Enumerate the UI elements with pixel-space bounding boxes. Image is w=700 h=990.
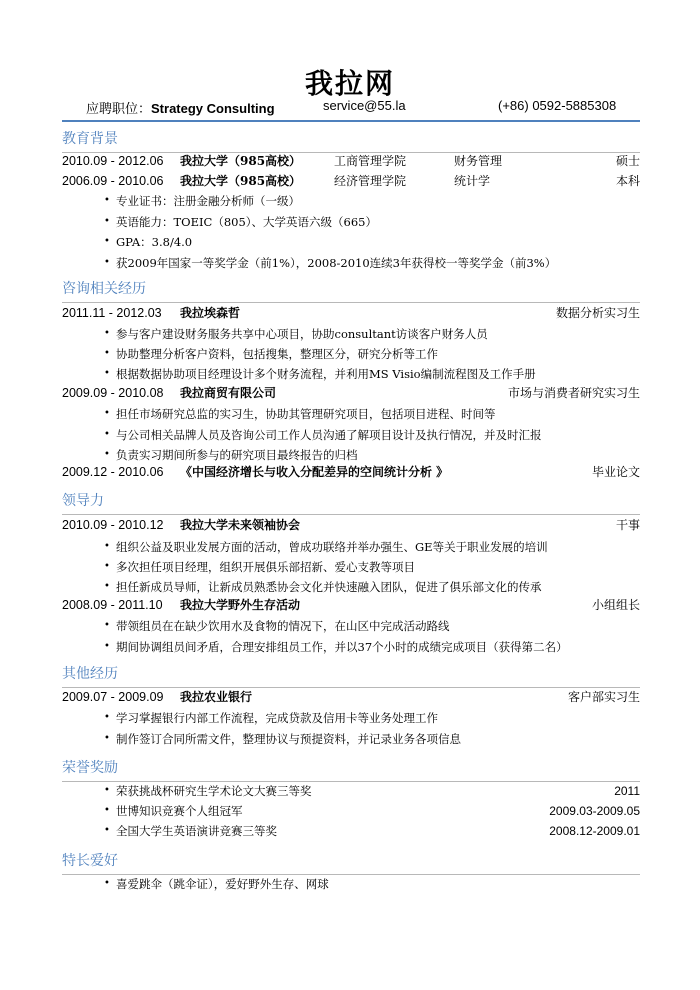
award-date: 2011 [614, 784, 640, 798]
experience-row [62, 462, 640, 482]
date-range: 2008.09 - 2011.10 [62, 598, 163, 612]
bullet-icon: • [104, 408, 110, 419]
award-item [104, 821, 640, 841]
education-row [62, 151, 640, 171]
organization: 我拉农业银行 [180, 690, 253, 704]
section-title: 咨询相关经历 [62, 281, 146, 297]
list-item [104, 232, 640, 252]
section-title: 荣誉奖励 [62, 760, 118, 776]
bullet-icon: • [104, 733, 110, 744]
major: 统计学 [454, 174, 491, 188]
role: 小组组长 [591, 598, 640, 612]
phone: (+86) 0592-5885308 [498, 98, 617, 113]
experience-row [62, 303, 640, 323]
list-item-text: 制作签订合同所需文件，整理协议与预提资料，并记录业务各项信息 [116, 732, 461, 746]
candidate-name: 我拉网 [304, 67, 395, 100]
list-item [104, 729, 640, 749]
role: 数据分析实习生 [555, 306, 640, 320]
degree: 本科 [615, 174, 640, 188]
list-item-text: 带领组员在在缺少饮用水及食物的情况下，在山区中完成活动路线 [116, 619, 450, 633]
list-item [104, 253, 640, 273]
position-label: 应聘职位： [86, 102, 152, 117]
experience-row [62, 383, 640, 403]
bullet-icon: • [104, 620, 110, 631]
bullet-icon: • [104, 449, 110, 460]
section-hobbies [62, 851, 640, 875]
organization: 我拉埃森哲 [180, 306, 241, 320]
date-range: 2010.09 - 2010.12 [62, 518, 164, 532]
bullet-icon: • [104, 805, 110, 816]
list-item-text: 参与客户建设财务服务共享中心项目，协助consultant访谈客户财务人员 [116, 327, 488, 341]
organization: 我拉大学野外生存活动 [180, 598, 301, 612]
list-item-text: 负责实习期间所参与的研究项目最终报告的归档 [116, 448, 358, 462]
list-item [104, 324, 640, 344]
school: 我拉大学（985高校） [180, 174, 302, 188]
bullet-icon: • [104, 541, 110, 552]
list-item [104, 557, 640, 577]
date-range: 2009.12 - 2010.06 [62, 465, 164, 479]
list-item [104, 537, 640, 557]
list-item [104, 874, 640, 894]
list-item-text: 协助整理分析客户资料，包括搜集，整理区分，研究分析等工作 [116, 347, 438, 361]
bullet-icon: • [104, 368, 110, 379]
date-range: 2006.09 - 2010.06 [62, 174, 164, 188]
bullet-icon: • [104, 348, 110, 359]
bullet-icon: • [104, 712, 110, 723]
list-item-text: 组织公益及职业发展方面的活动，曾成功联络并举办强生、GE等关于职业发展的培训 [116, 540, 548, 554]
list-item [104, 637, 640, 657]
award-text: 荣获挑战杯研究生学术论文大赛三等奖 [116, 784, 312, 798]
date-range: 2010.09 - 2012.06 [62, 154, 164, 168]
section-title: 领导力 [62, 493, 104, 509]
degree: 硕士 [615, 154, 640, 168]
bullet-icon: • [104, 328, 110, 339]
date-range: 2009.09 - 2010.08 [62, 386, 164, 400]
list-item [104, 212, 640, 232]
role: 毕业论文 [591, 465, 640, 479]
list-item-text: 英语能力：TOEIC（805）、大学英语六级（665） [116, 215, 377, 229]
experience-row [62, 515, 640, 535]
section-title: 其他经历 [62, 666, 118, 682]
school: 我拉大学（985高校） [180, 154, 302, 168]
education-row [62, 171, 640, 191]
bullet-icon: • [104, 561, 110, 572]
list-item [104, 708, 640, 728]
list-item-text: 专业证书：注册金融分析师（一级） [116, 194, 300, 208]
bullet-icon: • [104, 429, 110, 440]
date-range: 2011.11 - 2012.03 [62, 306, 162, 320]
list-item-text: GPA：3.8/4.0 [116, 235, 193, 249]
header-divider [62, 120, 640, 122]
role: 干事 [615, 518, 640, 532]
list-item-text: 多次担任项目经理，组织开展俱乐部招新、爱心支教等项目 [116, 560, 415, 574]
role: 市场与消费者研究实习生 [507, 386, 640, 400]
section-leadership [62, 491, 640, 515]
position-value: Strategy Consulting [151, 101, 275, 116]
list-item-text: 根据数据协助项目经理设计多个财务流程，并利用MS Visio编制流程图及工作手册 [116, 367, 536, 381]
section-title: 教育背景 [62, 131, 118, 147]
position-applied [86, 98, 275, 117]
award-text: 世博知识竞赛个人组冠军 [116, 804, 243, 818]
list-item [104, 577, 640, 597]
bullet-icon: • [104, 216, 110, 227]
bullet-icon: • [104, 641, 110, 652]
list-item-text: 与公司相关品牌人员及咨询公司工作人员沟通了解项目设计及执行情况，并及时汇报 [116, 428, 542, 442]
college: 经济管理学院 [334, 174, 407, 188]
experience-row [62, 595, 640, 615]
role: 客户部实习生 [567, 690, 640, 704]
award-date: 2008.12-2009.01 [549, 824, 640, 838]
experience-row [62, 687, 640, 707]
list-item [104, 344, 640, 364]
section-other-experience [62, 664, 640, 688]
section-consulting [62, 279, 640, 303]
college: 工商管理学院 [334, 154, 407, 168]
bullet-icon: • [104, 581, 110, 592]
section-title: 特长爱好 [62, 853, 118, 869]
list-item-text: 获2009年国家一等奖学金（前1%），2008-2010连续3年获得校一等奖学金（前3%） [116, 256, 557, 270]
award-item [104, 801, 640, 821]
bullet-icon: • [104, 236, 110, 247]
award-item [104, 781, 640, 801]
email[interactable]: service@55.la [323, 98, 406, 113]
bullet-icon: • [104, 195, 110, 206]
list-item-text: 担任新成员导师，让新成员熟悉协会文化并快速融入团队，促进了俱乐部文化的传承 [116, 580, 542, 594]
list-item [104, 404, 640, 424]
list-item [104, 364, 640, 384]
award-text: 全国大学生英语演讲竞赛三等奖 [116, 824, 277, 838]
organization: 我拉商贸有限公司 [180, 386, 277, 400]
bullet-icon: • [104, 257, 110, 268]
award-date: 2009.03-2009.05 [549, 804, 640, 818]
bullet-icon: • [104, 878, 110, 889]
section-awards [62, 758, 640, 782]
bullet-icon: • [104, 825, 110, 836]
list-item [104, 425, 640, 445]
list-item-text: 担任市场研究总监的实习生，协助其管理研究项目，包括项目进程、时间等 [116, 407, 496, 421]
list-item [104, 616, 640, 636]
section-education [62, 129, 640, 153]
list-item-text: 喜爱跳伞（跳伞证），爱好野外生存、网球 [116, 877, 329, 891]
major: 财务管理 [454, 154, 503, 168]
thesis-title: 《中国经济增长与收入分配差异的空间统计分析 》 [180, 465, 449, 479]
list-item-text: 期间协调组员间矛盾，合理安排组员工作，并以37个小时的成绩完成项目（获得第二名） [116, 640, 568, 654]
list-item [104, 191, 640, 211]
date-range: 2009.07 - 2009.09 [62, 690, 164, 704]
list-item-text: 学习掌握银行内部工作流程，完成贷款及信用卡等业务处理工作 [116, 711, 438, 725]
organization: 我拉大学未来领袖协会 [180, 518, 301, 532]
bullet-icon: • [104, 785, 110, 796]
